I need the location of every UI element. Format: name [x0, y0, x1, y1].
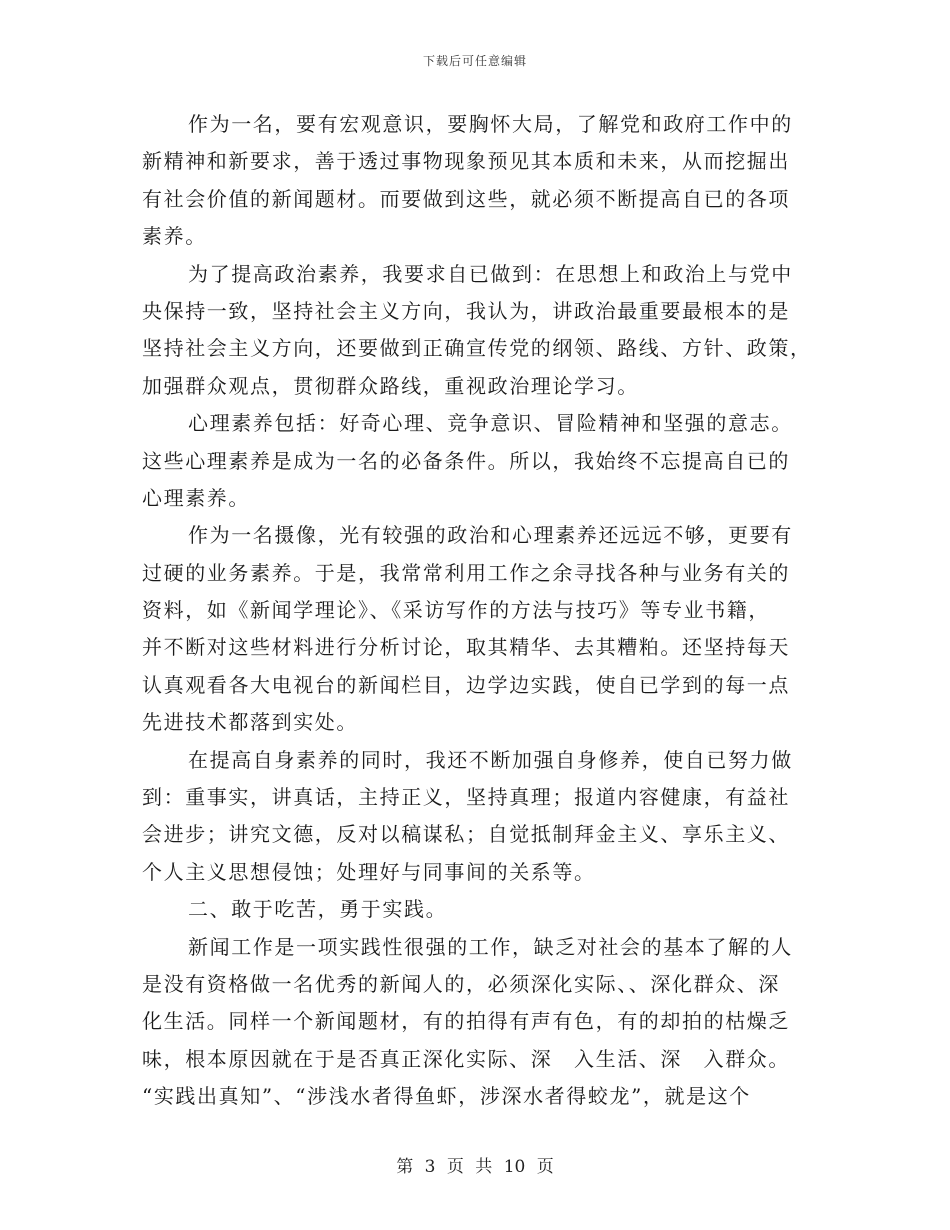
page-header-note: 下载后可任意编辑 — [422, 54, 527, 68]
text-line: “实践出真知”、“涉浅水者得鱼虾，涉深水者得蛟龙”，就是这个 — [142, 1084, 751, 1109]
text-line: 在提高自身素养的同时，我还不断加强自身修养，使自已努力做 — [188, 747, 793, 772]
text-line: 新精神和新要求，善于透过事物现象预见其本质和未来，从而挖掘出 — [142, 149, 790, 174]
text-line: 作为一名，要有宏观意识，要胸怀大局，了解党和政府工作中的 — [188, 112, 793, 136]
text-line: 心理素养包括：好奇心理、竞争意识、冒险精神和坚强的意志。 — [188, 411, 793, 436]
text-line: 个人主义思想侵蚀；处理好与同事间的关系等。 — [142, 859, 596, 884]
text-line: 加强群众观点，贯彻群众路线，重视政治理论学习。 — [142, 373, 639, 398]
text-line: 央保持一致，坚持社会主义方向，我认为，讲政治最重要最根本的是 — [142, 298, 790, 323]
text-line: 会进步；讲究文德，反对以稿谋私；自觉抵制拜金主义、享乐主义、 — [142, 822, 790, 847]
text-line: 有社会价值的新闻题材。而要做到这些，就必须不断提高自已的各项 — [142, 186, 790, 211]
text-line: 认真观看各大电视台的新闻栏目，边学边实践，使自已学到的每一点 — [142, 672, 790, 697]
document-body — [142, 106, 812, 1116]
text-line: 先进技术都落到实处。 — [142, 710, 358, 735]
text-line: 素养。 — [142, 224, 207, 249]
text-line: 新闻工作是一项实践性很强的工作，缺乏对社会的基本了解的人 — [188, 934, 793, 959]
text-line: 是没有资格做一名优秀的新闻人的，必须深化实际、、深化群众、深 — [142, 971, 780, 996]
text-line: 这些心理素养是成为一名的必备条件。所以，我始终不忘提高自已的 — [142, 448, 790, 473]
text-line: 资料，如《新闻学理论》、《采访写作的方法与技巧》等专业书籍， — [142, 598, 770, 623]
text-line: 过硬的业务素养。于是，我常常利用工作之余寻找各种与业务有关的 — [142, 560, 790, 585]
section-heading: 二、敢于吃苦，勇于实践。 — [188, 897, 448, 922]
text-line: 心理素养。 — [142, 485, 250, 510]
text-line: 并不断对这些材料进行分析讨论，取其精华、去其糟粕。还坚持每天 — [142, 635, 790, 660]
page-number-footer: 第 3 页 共 10 页 — [396, 1157, 554, 1177]
text-line: 坚持社会主义方向，还要做到正确宣传党的纲领、路线、方针、政策， — [142, 336, 812, 361]
text-line: 作为一名摄像，光有较强的政治和心理素养还远远不够，更要有 — [188, 523, 793, 548]
text-line: 为了提高政治素养，我要求自已做到：在思想上和政治上与党中 — [188, 261, 793, 286]
text-line: 味，根本原因就在于是否真正深化实际、深 入生活、深 入群众。 — [142, 1046, 790, 1071]
text-line: 到：重事实，讲真话，主持正义，坚持真理；报道内容健康，有益社 — [142, 785, 790, 810]
text-line: 化生活。同样一个新闻题材，有的拍得有声有色，有的却拍的枯燥乏 — [142, 1009, 790, 1034]
